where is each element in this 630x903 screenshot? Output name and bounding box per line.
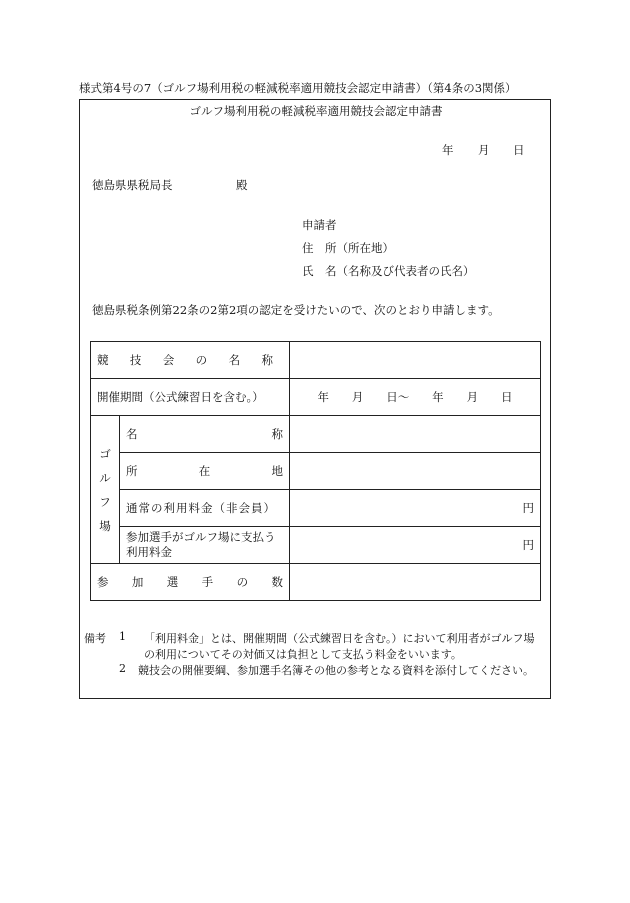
period-month-2: 月: [466, 390, 479, 404]
applicant-label: 申請者: [302, 218, 337, 232]
addressee-honorific: 殿: [236, 178, 248, 192]
label-char: の: [195, 353, 208, 367]
label-char: 手: [201, 575, 214, 589]
notes-label: 備考: [84, 632, 106, 645]
label-char: ゴ: [99, 446, 111, 461]
label-char: 所: [126, 464, 138, 478]
golf-location-label: [120, 453, 290, 490]
table-row: [91, 453, 541, 490]
table-row: [91, 416, 541, 453]
golf-course-vertical-label: [91, 416, 120, 564]
competition-name-label: [91, 342, 290, 379]
label-char: 選: [166, 575, 179, 589]
note-2-number: 2: [119, 662, 126, 675]
table-row: [91, 379, 541, 416]
label-char: 名: [228, 353, 241, 367]
participant-fee-label: [120, 527, 290, 564]
label-char: フ: [99, 494, 111, 509]
application-statement: 徳島県税条例第22条の2第2項の認定を受けたいので、次のとおり申請します。: [92, 303, 500, 317]
yen-unit: 円: [522, 501, 534, 515]
competition-name-field[interactable]: [290, 342, 541, 379]
form-reference: 様式第4号の7（ゴルフ場利用税の軽減税率適用競技会認定申請書）（第4条の3関係）: [79, 81, 517, 95]
label-char: の: [236, 575, 249, 589]
label-char: ル: [99, 470, 111, 485]
period-label: 開催期間（公式練習日を含む。）: [91, 379, 290, 416]
label-char: 称: [261, 353, 273, 367]
golf-location-field[interactable]: [290, 453, 541, 490]
participant-fee-line1: 参加選手がゴルフ場に支払う: [126, 530, 276, 544]
label-char: 会: [162, 353, 175, 367]
note-2-text: 競技会の開催要綱、参加選手名簿その他の参考となる資料を添付してください。: [138, 664, 534, 677]
label-char: 名: [126, 427, 138, 441]
table-row: [91, 342, 541, 379]
table-row: [91, 490, 541, 527]
participants-label: [91, 564, 290, 601]
form-title: ゴルフ場利用税の軽減税率適用競技会認定申請書: [189, 104, 443, 118]
note-1-line1: 「利用料金」とは、開催期間（公式練習日を含む。）において利用者がゴルフ場: [144, 632, 535, 645]
table-row: [91, 527, 541, 564]
label-char: 競: [97, 353, 109, 367]
table-row: [91, 564, 541, 601]
label-char: 場: [99, 518, 111, 533]
applicant-name-label: 氏 名（名称及び代表者の氏名）: [302, 264, 475, 278]
label-char: 在: [198, 464, 211, 478]
usual-fee-label: 通常の利用料金（非会員）: [120, 490, 290, 527]
label-char: 加: [131, 575, 144, 589]
date-day: 日: [513, 143, 525, 157]
period-day-1: 日～: [386, 390, 410, 404]
label-char: 地: [271, 464, 283, 478]
period-year-1: 年: [317, 390, 329, 404]
golf-name-label: [120, 416, 290, 453]
application-form: [79, 99, 551, 699]
label-char: 称: [271, 427, 283, 441]
note-1-number: 1: [119, 630, 126, 643]
period-month-1: 月: [351, 390, 364, 404]
note-1-line2: の利用についてその対価又は負担として支払う料金をいいます。: [144, 648, 462, 661]
label-char: 数: [271, 575, 283, 589]
participant-fee-field[interactable]: [290, 527, 541, 564]
period-day-2: 日: [500, 390, 513, 404]
label-char: 技: [129, 353, 142, 367]
period-year-2: 年: [432, 390, 444, 404]
applicant-address-label: 住 所（所在地）: [302, 241, 394, 255]
participant-fee-line2: 利用料金: [126, 545, 172, 559]
usual-fee-field[interactable]: [290, 490, 541, 527]
yen-unit: 円: [522, 538, 534, 552]
application-table: [90, 341, 541, 601]
label-char: 参: [97, 575, 109, 589]
participants-field[interactable]: [290, 564, 541, 601]
golf-name-field[interactable]: [290, 416, 541, 453]
period-field[interactable]: [290, 379, 541, 416]
addressee-name: 徳島県県税局長: [92, 178, 173, 192]
date-year: 年: [442, 143, 454, 157]
date-month: 月: [478, 143, 490, 157]
